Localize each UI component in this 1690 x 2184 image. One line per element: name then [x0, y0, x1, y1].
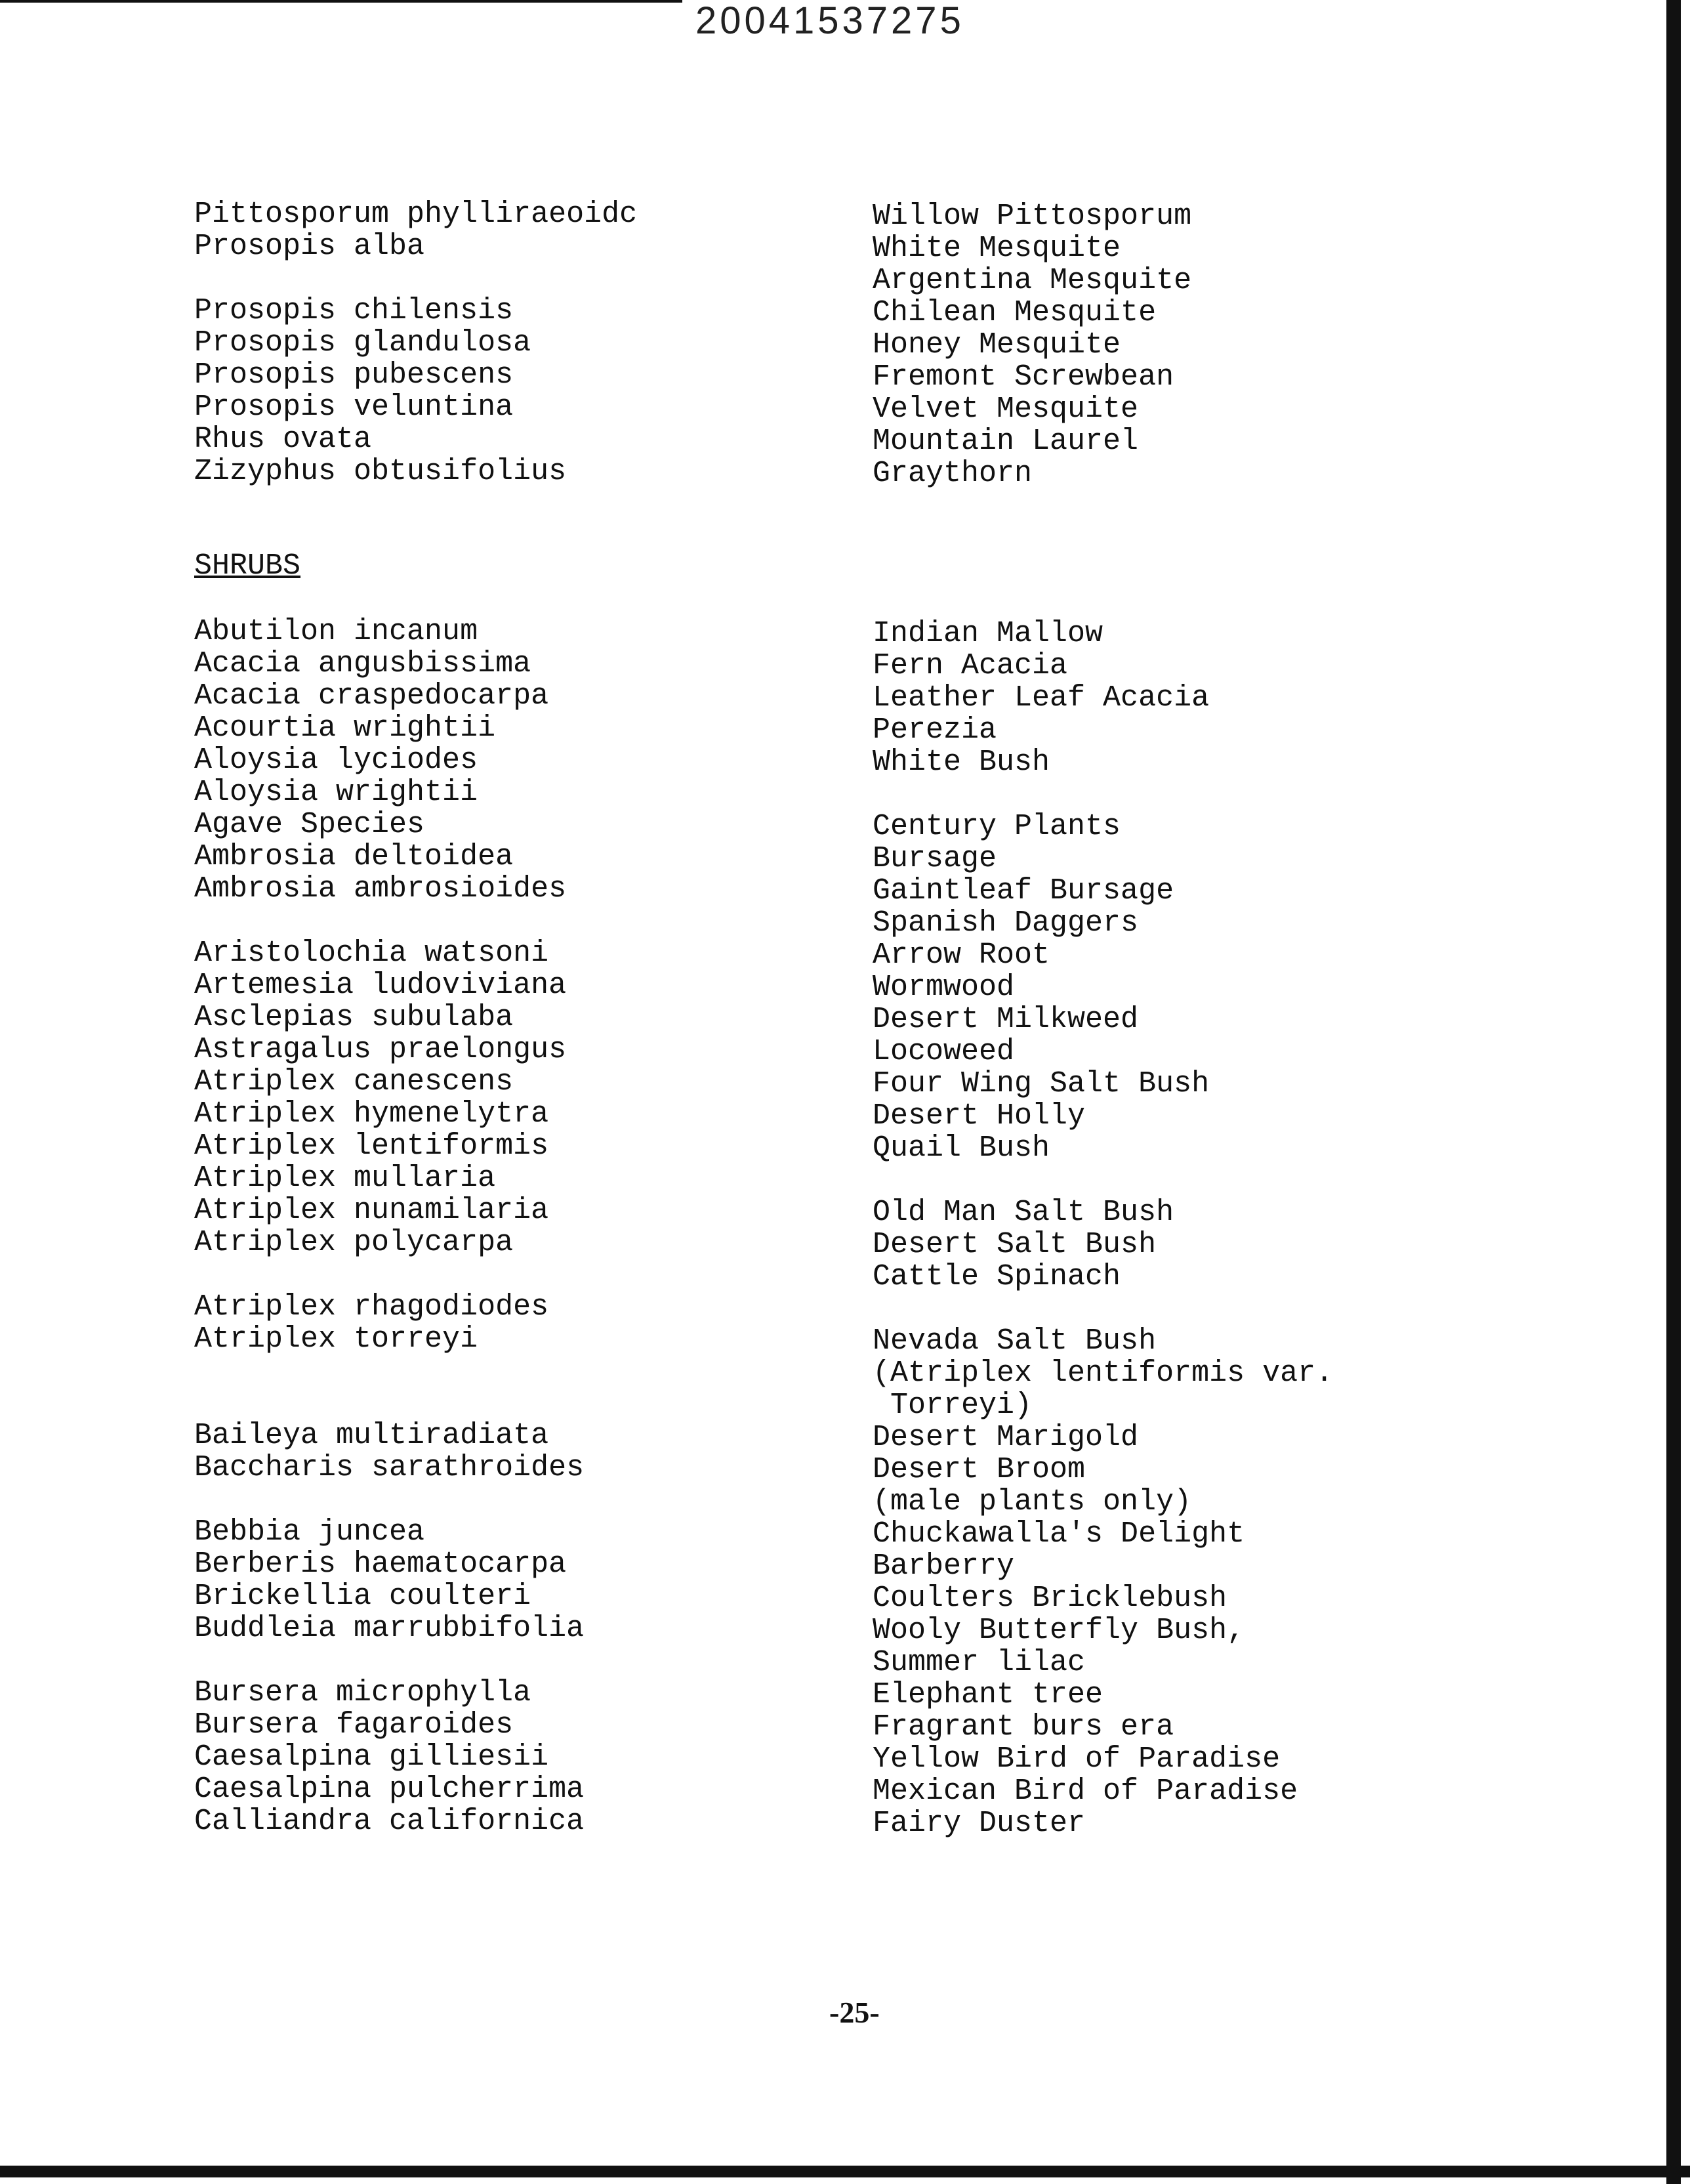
- shrub-common-name: Four Wing Salt Bush: [873, 1067, 1210, 1101]
- shrub-common-name: Century Plants: [873, 810, 1121, 843]
- tree-common-name: Willow Pittosporum: [873, 200, 1192, 233]
- shrub-scientific-name: Baccharis sarathroides: [194, 1451, 585, 1484]
- shrub-scientific-name: Atriplex polycarpa: [194, 1226, 514, 1259]
- shrub-common-name: Chuckawalla's Delight: [873, 1517, 1245, 1551]
- shrub-common-name: Old Man Salt Bush: [873, 1196, 1174, 1229]
- shrub-common-name: White Bush: [873, 746, 1050, 779]
- tree-scientific-name: Prosopis pubescens: [194, 358, 514, 392]
- shrub-scientific-name: Ambrosia deltoidea: [194, 840, 514, 873]
- shrub-scientific-name: Astragalus praelongus: [194, 1033, 567, 1066]
- shrub-scientific-name: Acacia craspedocarpa: [194, 679, 549, 713]
- tree-scientific-name: Rhus ovata: [194, 423, 372, 456]
- shrub-common-name: Leather Leaf Acacia: [873, 681, 1210, 715]
- tree-scientific-name: Prosopis glandulosa: [194, 326, 531, 360]
- shrub-scientific-name: Atriplex canescens: [194, 1065, 514, 1099]
- shrub-scientific-name: Abutilon incanum: [194, 615, 478, 648]
- tree-scientific-name: Prosopis chilensis: [194, 294, 514, 327]
- shrub-scientific-name: Calliandra californica: [194, 1805, 585, 1838]
- shrub-common-name: (male plants only): [873, 1485, 1192, 1519]
- top-rule: [0, 0, 682, 3]
- shrubs-heading: SHRUBS: [194, 549, 301, 583]
- shrub-scientific-name: Brickellia coulteri: [194, 1580, 531, 1613]
- tree-common-name: Fremont Screwbean: [873, 360, 1174, 394]
- shrub-scientific-name: Bursera fagaroides: [194, 1708, 514, 1742]
- tree-scientific-name: Prosopis veluntina: [194, 390, 514, 424]
- shrub-scientific-name: Asclepias subulaba: [194, 1001, 514, 1034]
- shrub-scientific-name: Artemesia ludoviviana: [194, 969, 567, 1002]
- shrub-common-name: Desert Milkweed: [873, 1003, 1139, 1036]
- shrub-scientific-name: Atriplex nunamilaria: [194, 1194, 549, 1227]
- shrub-scientific-name: Atriplex lentiformis: [194, 1129, 549, 1163]
- shrub-common-name: Coulters Bricklebush: [873, 1582, 1227, 1615]
- shrub-scientific-name: Buddleia marrubbifolia: [194, 1612, 585, 1645]
- tree-common-name: Velvet Mesquite: [873, 392, 1139, 426]
- tree-common-name: Mountain Laurel: [873, 425, 1139, 458]
- shrub-common-name: Nevada Salt Bush: [873, 1324, 1157, 1358]
- tree-common-name: Argentina Mesquite: [873, 264, 1192, 297]
- shrub-common-name: Wooly Butterfly Bush,: [873, 1614, 1245, 1647]
- shrub-scientific-name: Agave Species: [194, 808, 425, 841]
- shrub-scientific-name: Acourtia wrightii: [194, 711, 496, 745]
- shrub-common-name: Yellow Bird of Paradise: [873, 1742, 1281, 1776]
- bottom-border: [0, 2166, 1690, 2177]
- right-border: [1666, 0, 1681, 2184]
- shrub-scientific-name: Baileya multiradiata: [194, 1419, 549, 1452]
- shrub-scientific-name: Aloysia wrightii: [194, 776, 478, 809]
- shrub-common-name: Cattle Spinach: [873, 1260, 1121, 1293]
- tree-common-name: Honey Mesquite: [873, 328, 1121, 362]
- shrub-scientific-name: Aristolochia watsoni: [194, 936, 549, 970]
- shrub-common-name: Locoweed: [873, 1035, 1015, 1068]
- tree-common-name: Chilean Mesquite: [873, 296, 1157, 329]
- tree-common-name: Graythorn: [873, 457, 1033, 490]
- shrub-scientific-name: Acacia angusbissima: [194, 647, 531, 681]
- shrub-common-name: Torreyi): [873, 1389, 1033, 1422]
- tree-scientific-name: Zizyphus obtusifolius: [194, 455, 567, 488]
- shrub-common-name: Fairy Duster: [873, 1807, 1086, 1840]
- shrub-common-name: Elephant tree: [873, 1678, 1103, 1712]
- shrub-common-name: Desert Holly: [873, 1099, 1086, 1133]
- shrub-scientific-name: Caesalpina gilliesii: [194, 1740, 549, 1774]
- shrub-common-name: Spanish Daggers: [873, 906, 1139, 940]
- shrub-common-name: Bursage: [873, 842, 997, 875]
- tree-scientific-name: Pittosporum phylliraeoidc: [194, 198, 638, 231]
- shrub-common-name: Wormwood: [873, 971, 1015, 1004]
- shrub-scientific-name: Atriplex torreyi: [194, 1322, 478, 1356]
- shrub-common-name: Gaintleaf Bursage: [873, 874, 1174, 908]
- shrub-common-name: Barberry: [873, 1549, 1015, 1583]
- shrub-common-name: (Atriplex lentiformis var.: [873, 1356, 1334, 1390]
- shrub-common-name: Desert Broom: [873, 1453, 1086, 1486]
- document-id: 20041537275: [695, 0, 964, 42]
- shrub-common-name: Perezia: [873, 713, 997, 747]
- shrub-scientific-name: Ambrosia ambrosioides: [194, 872, 567, 906]
- shrub-scientific-name: Bebbia juncea: [194, 1515, 425, 1549]
- shrub-common-name: Fern Acacia: [873, 649, 1068, 682]
- shrub-scientific-name: Atriplex mullaria: [194, 1162, 496, 1195]
- shrub-scientific-name: Atriplex rhagodiodes: [194, 1290, 549, 1324]
- shrub-common-name: Summer lilac: [873, 1646, 1086, 1679]
- shrub-common-name: Desert Marigold: [873, 1421, 1139, 1454]
- shrub-common-name: Mexican Bird of Paradise: [873, 1774, 1298, 1808]
- page-number: -25-: [829, 1996, 880, 2029]
- shrub-scientific-name: Berberis haematocarpa: [194, 1547, 567, 1581]
- shrub-scientific-name: Atriplex hymenelytra: [194, 1097, 549, 1131]
- shrub-scientific-name: Caesalpina pulcherrima: [194, 1773, 585, 1806]
- shrub-common-name: Arrow Root: [873, 938, 1050, 972]
- shrub-common-name: Quail Bush: [873, 1131, 1050, 1165]
- shrub-scientific-name: Bursera microphylla: [194, 1676, 531, 1710]
- shrub-common-name: Fragrant burs era: [873, 1710, 1174, 1744]
- tree-scientific-name: Prosopis alba: [194, 230, 425, 263]
- shrub-common-name: Desert Salt Bush: [873, 1228, 1157, 1261]
- shrub-scientific-name: Aloysia lyciodes: [194, 744, 478, 777]
- tree-common-name: White Mesquite: [873, 232, 1121, 265]
- shrub-common-name: Indian Mallow: [873, 617, 1103, 650]
